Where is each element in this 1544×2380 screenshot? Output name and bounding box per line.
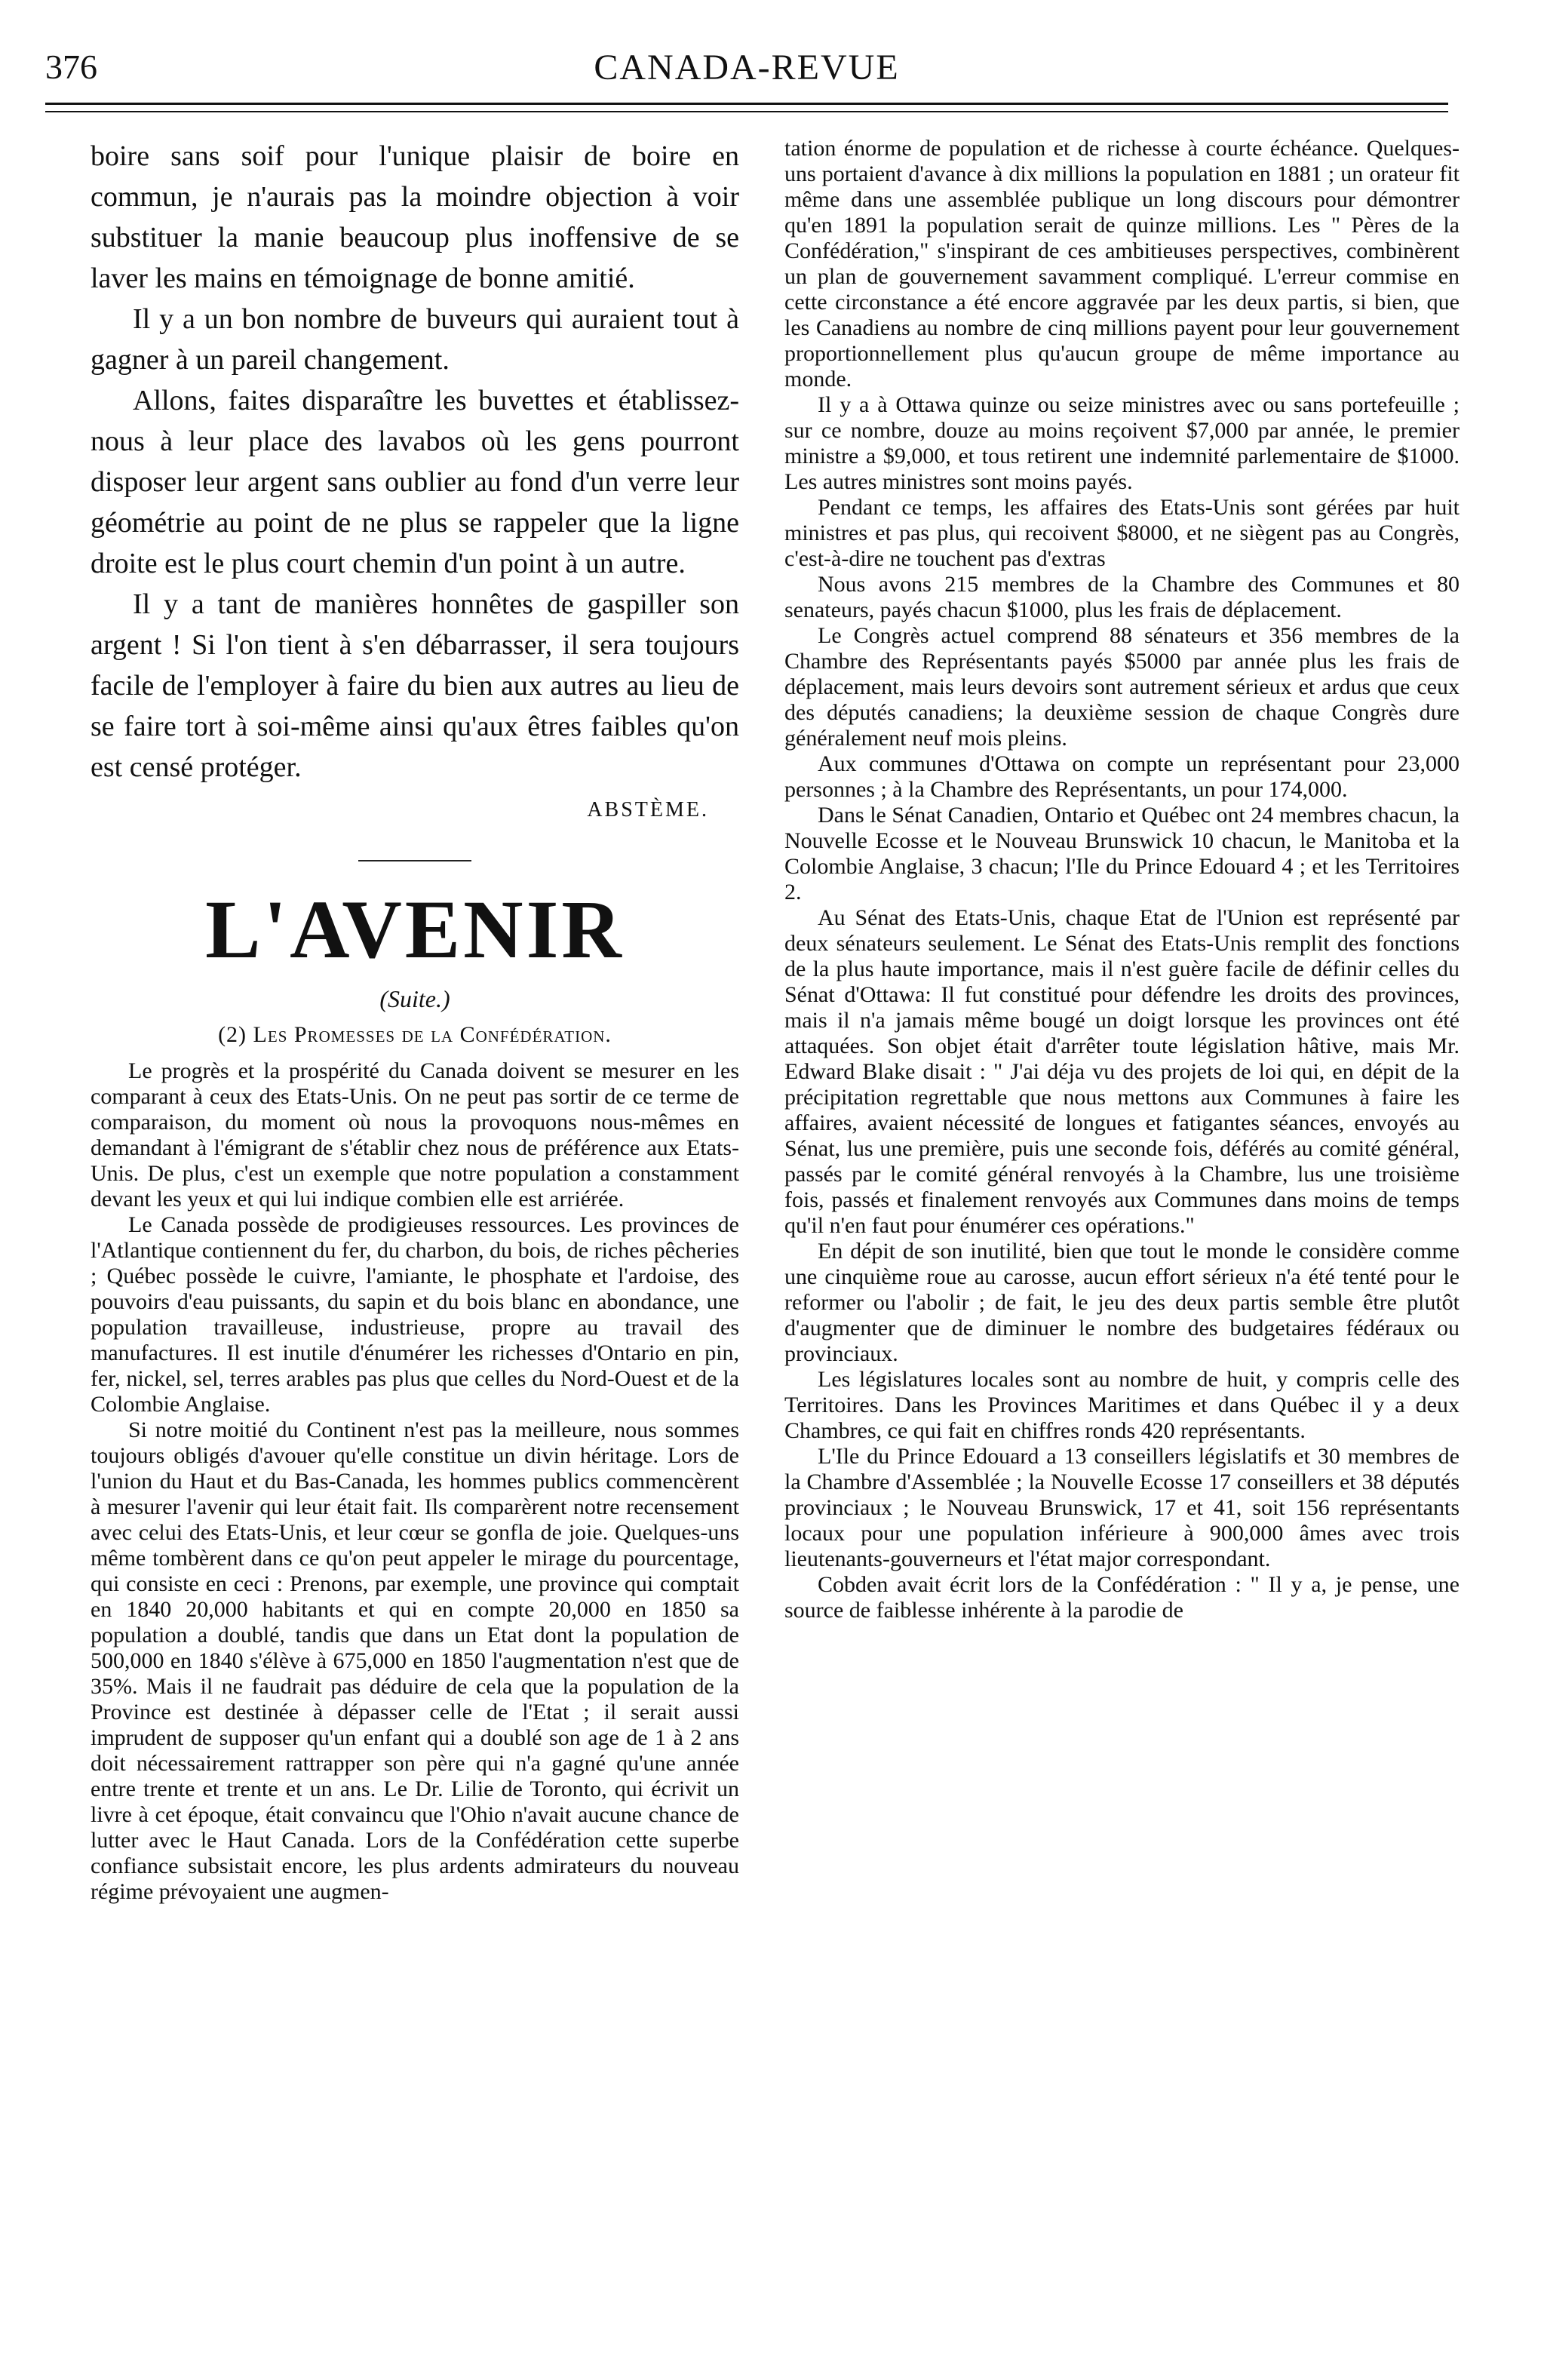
paragraph: Il y a un bon nombre de buveurs qui auraient tout à gagner à un pareil changement.: [91, 303, 739, 376]
section-title: (2) Les Promesses de la Confédération.: [218, 1022, 612, 1047]
right-column: [784, 136, 1460, 1623]
article-paragraph: Le Congrès actuel comprend 88 sénateurs et 356 membres de la Chambre des Représentants payés $5000 par année plus les frais de déplacement, mais leurs devoirs sont autrement sérieux et ardus que ceux des députés canadiens; la deuxième session de chaque Congrès dure généralement neuf mois pleins.: [784, 623, 1460, 751]
article-paragraph: Les législatures locales sont au nombre de huit, y compris celle des Territoires. Dans les Provinces Maritimes et dans Québec il y a deux Chambres, ce qui fait en chiffres ronds 420 représentants.: [784, 1367, 1460, 1443]
left-column: [91, 136, 739, 1905]
article-paragraph: En dépit de son inutilité, bien que tout le monde le considère comme une cinquième roue au carosse, aucun effort sérieux n'a été tenté pour le reformer ou l'abolir ; de fait, le jeu des deux partis semble être plutôt d'augmenter que de diminuer le nombre des budgetaires fédéraux ou provinciaux.: [784, 1239, 1460, 1366]
page-number: 376: [45, 48, 97, 86]
article-paragraph: Nous avons 215 membres de la Chambre des Communes et 80 senateurs, payés chacun $1000, plus les frais de déplacement.: [784, 572, 1460, 622]
header-double-rule: [45, 103, 1448, 112]
article-paragraph: Dans le Sénat Canadien, Ontario et Québec ont 24 membres chacun, la Nouvelle Ecosse et le Nouveau Brunswick 10 chacun, le Manitoba et la Colombie Anglaise, 3 chacun; l'Ile du Prince Edouard 4 ; et les Territoires 2.: [784, 803, 1460, 904]
article-paragraph: Cobden avait écrit lors de la Confédération : " Il y a, je pense, une source de faiblesse inhérente à la parodie de: [784, 1572, 1460, 1623]
paragraph: Il y a tant de manières honnêtes de gaspiller son argent ! Si l'on tient à s'en débarrasser, il sera toujours facile de l'employer à faire du bien aux autres au lieu de se faire tort à soi-même ainsi qu'aux êtres faibles qu'on est censé protéger.: [91, 588, 739, 783]
continued-paragraph: tation énorme de population et de richesse à courte échéance. Quelques-uns portaient d'avance à dix millions la population en 1881 ; un orateur fit même dans une assemblée publique un long discours pour démontrer qu'en 1891 la population serait de quinze millions. Les " Pères de la Confédération," s'inspirant de ces ambitieuses perspectives, combinèrent un plan de gouvernement savamment compliqué. L'erreur commise en cette circonstance a été encore aggravée par les deux partis, si bien, que les Canadiens au nombre de cinq millions payent pour leur gouvernement proportionnellement plus qu'aucun groupe de même importance au monde.: [784, 136, 1460, 392]
article-paragraph: Le progrès et la prospérité du Canada doivent se mesurer en les comparant à ceux des Etats-Unis. On ne peut pas sortir de ce terme de comparaison, du moment où nous la provoquons nous-mêmes en demandant à l'émigrant de s'établir chez nous de préférence aux Etats-Unis. De plus, c'est un exemple que notre population a constamment devant les yeux et qui lui indique combien elle est arriérée.: [91, 1058, 739, 1211]
article-paragraph: Pendant ce temps, les affaires des Etats-Unis sont gérées par huit ministres et pas plus, qui recoivent $8000, et ne siègent pas au Congrès, c'est-à-dire ne touchent pas d'extras: [784, 495, 1460, 571]
running-title: CANADA-REVUE: [594, 48, 900, 88]
article-paragraph: L'Ile du Prince Edouard a 13 conseillers législatifs et 30 membres de la Chambre d'Assemblée ; la Nouvelle Ecosse 17 conseillers et 38 députés provinciaux ; le Nouveau Brunswick, 17 et 41, soit 156 représentants locaux pour une population inférieure à 900,000 âmes avec trois lieutenants-gouverneurs et l'état major correspondant.: [784, 1444, 1460, 1571]
article-paragraph: Il y a à Ottawa quinze ou seize ministres avec ou sans portefeuille ; sur ce nombre, douze au moins reçoivent $7,000 par année, le premier ministre a $9,000, et tous retirent une indemnité parlementaire de $1000. Les autres ministres sont moins payés.: [784, 392, 1460, 494]
article-paragraph: Le Canada possède de prodigieuses ressources. Les provinces de l'Atlantique contiennent du fer, du charbon, du bois, de riches pêcheries ; Québec possède le cuivre, l'amiante, le phosphate et l'ardoise, des pouvoirs d'eau puissants, du sapin et du bois blanc en abondance, une population travailleuse, industrieuse, propre au travail des manufactures. Il est inutile d'énumérer les richesses d'Ontario en pin, fer, nickel, sel, terres arables pas plus que celles du Nord-Ouest et de la Colombie Anglaise.: [91, 1212, 739, 1417]
article-paragraph: Aux communes d'Ottawa on compte un représentant pour 23,000 personnes ; à la Chambre des Représentants, un pour 174,000.: [784, 751, 1460, 802]
section-separator: [358, 860, 471, 861]
page-header: [45, 47, 1448, 95]
author-signature: ABSTÈME.: [587, 798, 709, 821]
continued-paragraph: boire sans soif pour l'unique plaisir de boire en commun, je n'aurais pas la moindre objection à voir substituer la manie beaucoup plus inoffensive de se laver les mains en témoignage de bonne amitié.: [91, 140, 739, 294]
article-title: L'AVENIR: [205, 883, 625, 975]
article-paragraph: Si notre moitié du Continent n'est pas la meilleure, nous sommes toujours obligés d'avouer qu'elle constitue un divin héritage. Lors de l'union du Haut et du Bas-Canada, les hommes publics commencèrent à mesurer l'avenir qui leur était fait. Ils comparèrent notre recensement avec celui des Etats-Unis, et leur cœur se gonfla de joie. Quelques-uns même tombèrent dans ce qu'on peut appeler le mirage du pourcentage, qui consiste en ceci : Prenons, par exemple, une province qui comptait en 1840 20,000 habitants et qui en compte 20,000 en 1850 sa population a doublé, tandis que dans un Etat dont la population de 500,000 en 1840 s'élève à 675,000 en 1850 l'augmentation n'est que de 35%. Mais il ne faudrait pas déduire de cela que la population de la Province est destinée à dépasser celle de l'Etat ; il serait aussi imprudent de supposer qu'un enfant qui a doublé son age de 1 à 2 ans doit nécessairement rattrapper son père qui n'a gagné qu'une année entre trente et trente et un ans. Le Dr. Lilie de Toronto, qui écrivit un livre à cet époque, était convaincu que l'Ohio n'avait aucune chance de lutter avec le Haut Canada. Lors de la Confédération cette superbe confiance subsistait encore, les plus ardents admirateurs du nouveau régime prévoyaient une augmen-: [91, 1417, 739, 1904]
continued-note: (Suite.): [379, 985, 450, 1012]
article-paragraph: Au Sénat des Etats-Unis, chaque Etat de l'Union est représenté par deux sénateurs seulement. Le Sénat des Etats-Unis remplit des fonctions de la plus haute importance, mais il n'est guère facile de définir celles du Sénat d'Ottawa: Il fut constitué pour défendre les droits des provinces, mais il n'a jamais même bougé un doigt lorsque les provinces ont été attaquées. Son objet était d'arrêter toute législation hâtive, mais Mr. Edward Blake disait : " J'ai déja vu des projets de loi qui, en dépit de la précipitation regrettable que nous mettons aux Communes à faire les affaires, avaient nécessité de longues et fatigantes séances, envoyés au Sénat, lus une première, puis une seconde fois, déférés au comité général, passés par le comité général renvoyés à la Chambre, lus une troisième fois, passés et finalement renvoyés aux Communes dans moins de temps qu'il n'en faut pour énumérer ces opérations.": [784, 905, 1460, 1238]
paragraph: Allons, faites disparaître les buvettes et établissez-nous à leur place des lavabos où les gens pourront disposer leur argent sans oublier au fond d'un verre leur géométrie au point de ne plus se rappeler que la ligne droite est le plus court chemin d'un point à un autre.: [91, 385, 739, 579]
